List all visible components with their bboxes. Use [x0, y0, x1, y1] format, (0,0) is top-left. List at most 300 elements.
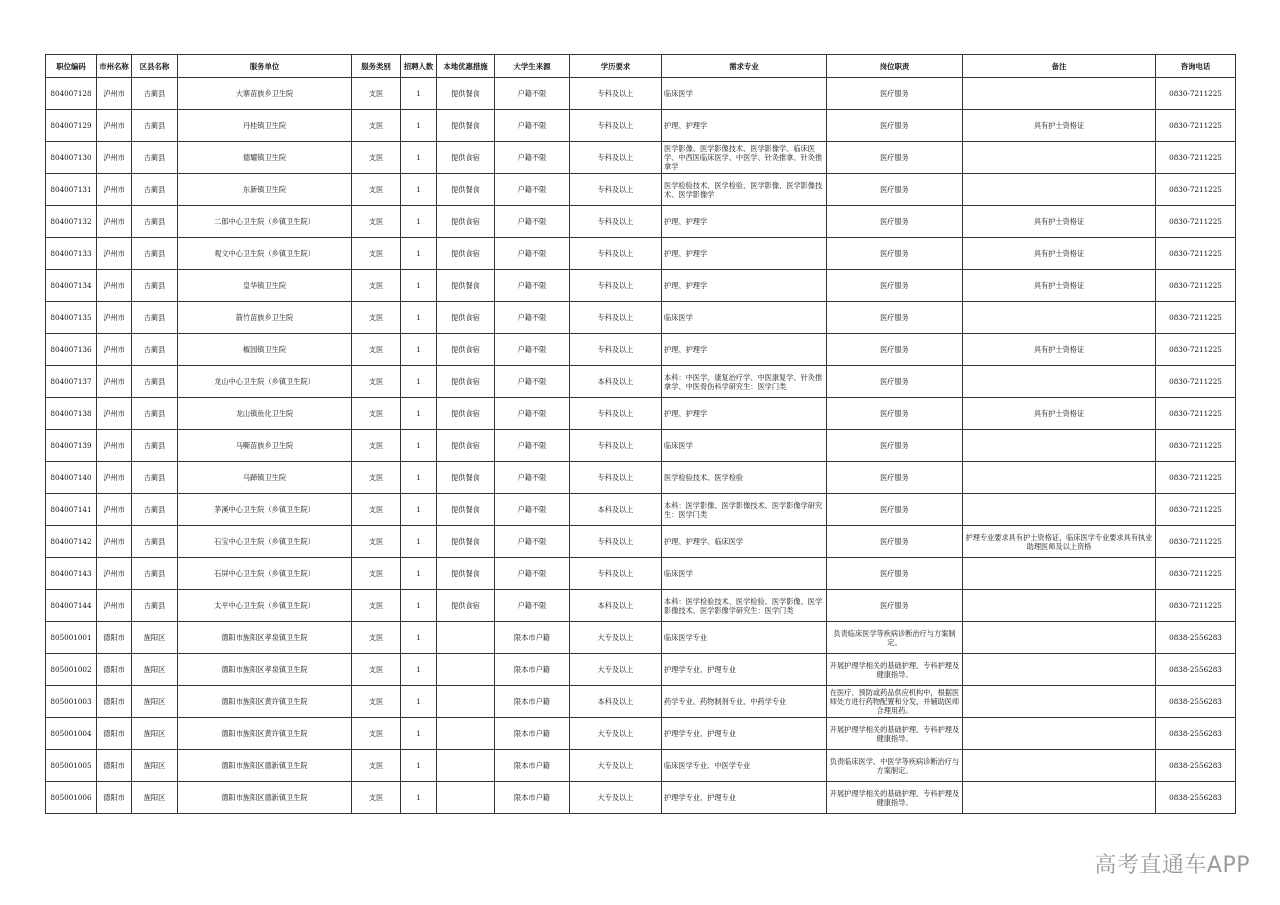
cell-recruit-count: 1: [401, 526, 437, 558]
table-row: [46, 686, 1236, 718]
cell-recruit-count: 1: [401, 206, 437, 238]
cell-position-code: 804007131: [46, 174, 97, 206]
cell-student-source: 户籍不限: [495, 366, 570, 398]
cell-county-name: 古蔺县: [132, 462, 178, 494]
cell-education-req: 专科及以上: [570, 430, 662, 462]
cell-remarks: 护理专业要求具有护士资格证，临床医学专业要求具有执业助理医师及以上资格: [963, 526, 1156, 558]
cell-remarks: [963, 462, 1156, 494]
cell-contact-phone: 0838-2556283: [1156, 686, 1236, 718]
recruitment-table: [45, 54, 1236, 814]
cell-student-source: 限本市户籍: [495, 622, 570, 654]
cell-student-source: 户籍不限: [495, 302, 570, 334]
cell-contact-phone: 0838-2556283: [1156, 750, 1236, 782]
cell-contact-phone: 0830-7211225: [1156, 430, 1236, 462]
cell-contact-phone: 0830-7211225: [1156, 558, 1236, 590]
cell-job-duty: 医疗服务: [827, 526, 963, 558]
cell-job-duty: 医疗服务: [827, 174, 963, 206]
cell-contact-phone: 0830-7211225: [1156, 110, 1236, 142]
cell-county-name: 旌阳区: [132, 622, 178, 654]
column-header-education-req: 学历要求: [570, 55, 662, 78]
cell-recruit-count: 1: [401, 270, 437, 302]
cell-job-duty: 医疗服务: [827, 334, 963, 366]
watermark-text: 高考直通车APP: [1094, 853, 1250, 878]
column-header-student-source: 大学生来源: [495, 55, 570, 78]
cell-county-name: 古蔺县: [132, 110, 178, 142]
cell-student-source: 户籍不限: [495, 142, 570, 174]
cell-education-req: 专科及以上: [570, 270, 662, 302]
cell-position-code: 805001006: [46, 782, 97, 814]
cell-required-major: 临床医学: [662, 78, 827, 110]
cell-service-unit: 石屏中心卫生院（乡镇卫生院）: [178, 558, 352, 590]
cell-remarks: 具有护士资格证: [963, 206, 1156, 238]
cell-remarks: [963, 622, 1156, 654]
cell-required-major: 临床医学专业、中医学专业: [662, 750, 827, 782]
cell-local-benefit: 提供食宿: [437, 430, 495, 462]
cell-position-code: 805001004: [46, 718, 97, 750]
cell-position-code: 804007138: [46, 398, 97, 430]
cell-local-benefit: 提供食宿: [437, 302, 495, 334]
cell-position-code: 804007136: [46, 334, 97, 366]
cell-county-name: 旌阳区: [132, 782, 178, 814]
cell-student-source: 户籍不限: [495, 430, 570, 462]
cell-job-duty: 医疗服务: [827, 494, 963, 526]
cell-student-source: 户籍不限: [495, 206, 570, 238]
cell-required-major: 临床医学: [662, 558, 827, 590]
cell-city-name: 泸州市: [97, 270, 132, 302]
cell-remarks: [963, 302, 1156, 334]
cell-contact-phone: 0830-7211225: [1156, 590, 1236, 622]
cell-service-type: 支医: [352, 654, 401, 686]
cell-job-duty: 医疗服务: [827, 238, 963, 270]
table-row: [46, 462, 1236, 494]
cell-city-name: 泸州市: [97, 590, 132, 622]
cell-service-unit: 丹桂镇卫生院: [178, 110, 352, 142]
cell-local-benefit: [437, 750, 495, 782]
cell-education-req: 本科及以上: [570, 494, 662, 526]
cell-job-duty: 负责临床医学、中医学等疾病诊断治疗与方案制定。: [827, 750, 963, 782]
cell-education-req: 专科及以上: [570, 238, 662, 270]
cell-job-duty: 在医疗、预防或药品供应机构中，根据医师处方进行药物配置和分发，并辅助医师合理用药。: [827, 686, 963, 718]
cell-education-req: 专科及以上: [570, 526, 662, 558]
cell-job-duty: 医疗服务: [827, 206, 963, 238]
cell-local-benefit: [437, 782, 495, 814]
table-row: [46, 238, 1236, 270]
cell-service-unit: 德阳市旌阳区德新镇卫生院: [178, 782, 352, 814]
cell-education-req: 专科及以上: [570, 174, 662, 206]
cell-required-major: 本科：医学检验技术、医学检验、医学影像、医学影像技术、医学影像学研究生：医学门类: [662, 590, 827, 622]
column-header-local-benefit: 本地优惠措施: [437, 55, 495, 78]
cell-recruit-count: 1: [401, 110, 437, 142]
cell-job-duty: 医疗服务: [827, 366, 963, 398]
cell-service-unit: 箭竹苗族乡卫生院: [178, 302, 352, 334]
cell-education-req: 专科及以上: [570, 462, 662, 494]
cell-contact-phone: 0830-7211225: [1156, 142, 1236, 174]
column-header-recruit-count: 招聘人数: [401, 55, 437, 78]
cell-position-code: 804007143: [46, 558, 97, 590]
cell-local-benefit: 提供食宿: [437, 398, 495, 430]
cell-service-unit: 德耀镇卫生院: [178, 142, 352, 174]
cell-city-name: 泸州市: [97, 142, 132, 174]
table-body: [46, 78, 1236, 814]
cell-local-benefit: [437, 718, 495, 750]
cell-required-major: 本科：中医学、康复治疗学、中医康复学、针灸推拿学、中医骨伤科学研究生：医学门类: [662, 366, 827, 398]
table-row: [46, 622, 1236, 654]
cell-recruit-count: 1: [401, 686, 437, 718]
cell-local-benefit: 提供食宿: [437, 366, 495, 398]
cell-service-type: 支医: [352, 302, 401, 334]
cell-remarks: 具有护士资格证: [963, 110, 1156, 142]
cell-contact-phone: 0838-2556283: [1156, 654, 1236, 686]
cell-city-name: 泸州市: [97, 526, 132, 558]
cell-city-name: 德阳市: [97, 686, 132, 718]
cell-job-duty: 医疗服务: [827, 78, 963, 110]
cell-required-major: 护理学专业、护理专业: [662, 654, 827, 686]
cell-service-unit: 石宝中心卫生院（乡镇卫生院）: [178, 526, 352, 558]
cell-service-unit: 德阳市旌阳区德新镇卫生院: [178, 750, 352, 782]
cell-service-type: 支医: [352, 494, 401, 526]
cell-student-source: 户籍不限: [495, 462, 570, 494]
cell-city-name: 泸州市: [97, 558, 132, 590]
cell-student-source: 户籍不限: [495, 78, 570, 110]
cell-contact-phone: 0830-7211225: [1156, 174, 1236, 206]
cell-contact-phone: 0830-7211225: [1156, 206, 1236, 238]
cell-local-benefit: [437, 654, 495, 686]
cell-contact-phone: 0830-7211225: [1156, 398, 1236, 430]
cell-remarks: [963, 430, 1156, 462]
cell-remarks: [963, 558, 1156, 590]
cell-job-duty: 医疗服务: [827, 398, 963, 430]
cell-remarks: [963, 366, 1156, 398]
cell-recruit-count: 1: [401, 142, 437, 174]
cell-local-benefit: 提供餐食: [437, 558, 495, 590]
cell-local-benefit: 提供餐食: [437, 462, 495, 494]
cell-position-code: 804007142: [46, 526, 97, 558]
cell-required-major: 临床医学专业: [662, 622, 827, 654]
cell-recruit-count: 1: [401, 238, 437, 270]
cell-recruit-count: 1: [401, 302, 437, 334]
cell-position-code: 804007140: [46, 462, 97, 494]
cell-required-major: 临床医学: [662, 302, 827, 334]
cell-required-major: 护理、护理学: [662, 238, 827, 270]
cell-recruit-count: 1: [401, 174, 437, 206]
cell-city-name: 泸州市: [97, 302, 132, 334]
cell-local-benefit: 提供食宿: [437, 590, 495, 622]
cell-service-type: 支医: [352, 174, 401, 206]
cell-recruit-count: 1: [401, 782, 437, 814]
cell-county-name: 古蔺县: [132, 398, 178, 430]
cell-student-source: 限本市户籍: [495, 782, 570, 814]
cell-city-name: 德阳市: [97, 782, 132, 814]
cell-student-source: 户籍不限: [495, 174, 570, 206]
cell-county-name: 古蔺县: [132, 78, 178, 110]
cell-required-major: 护理、护理学: [662, 270, 827, 302]
cell-local-benefit: 提供餐食: [437, 174, 495, 206]
cell-job-duty: 开展护理学相关的基础护理、专科护理及健康指导。: [827, 654, 963, 686]
cell-local-benefit: [437, 622, 495, 654]
cell-local-benefit: 提供餐食: [437, 78, 495, 110]
cell-county-name: 旌阳区: [132, 686, 178, 718]
cell-education-req: 大专及以上: [570, 622, 662, 654]
cell-required-major: 护理、护理学: [662, 110, 827, 142]
cell-service-type: 支医: [352, 782, 401, 814]
cell-recruit-count: 1: [401, 590, 437, 622]
cell-required-major: 药学专业、药物制剂专业、中药学专业: [662, 686, 827, 718]
cell-service-unit: 二郎中心卫生院（乡镇卫生院）: [178, 206, 352, 238]
cell-student-source: 限本市户籍: [495, 654, 570, 686]
cell-city-name: 泸州市: [97, 494, 132, 526]
cell-service-type: 支医: [352, 142, 401, 174]
cell-service-unit: 茅溪中心卫生院（乡镇卫生院）: [178, 494, 352, 526]
cell-service-type: 支医: [352, 398, 401, 430]
cell-recruit-count: 1: [401, 462, 437, 494]
cell-service-type: 支医: [352, 334, 401, 366]
cell-position-code: 804007132: [46, 206, 97, 238]
cell-service-unit: 龙山中心卫生院（乡镇卫生院）: [178, 366, 352, 398]
table-header-row: [46, 55, 1236, 78]
cell-county-name: 古蔺县: [132, 590, 178, 622]
cell-county-name: 古蔺县: [132, 174, 178, 206]
table-row: [46, 494, 1236, 526]
cell-recruit-count: 1: [401, 334, 437, 366]
cell-service-type: 支医: [352, 238, 401, 270]
cell-contact-phone: 0830-7211225: [1156, 238, 1236, 270]
cell-required-major: 医学检验技术、医学检验: [662, 462, 827, 494]
cell-county-name: 古蔺县: [132, 270, 178, 302]
cell-remarks: 具有护士资格证: [963, 270, 1156, 302]
cell-education-req: 本科及以上: [570, 590, 662, 622]
table-row: [46, 782, 1236, 814]
cell-recruit-count: 1: [401, 750, 437, 782]
cell-service-unit: 马蹄镇卫生院: [178, 462, 352, 494]
cell-county-name: 古蔺县: [132, 302, 178, 334]
cell-position-code: 805001002: [46, 654, 97, 686]
cell-county-name: 古蔺县: [132, 238, 178, 270]
table-row: [46, 206, 1236, 238]
cell-contact-phone: 0830-7211225: [1156, 302, 1236, 334]
cell-service-type: 支医: [352, 526, 401, 558]
cell-service-type: 支医: [352, 78, 401, 110]
cell-remarks: 具有护士资格证: [963, 334, 1156, 366]
cell-student-source: 户籍不限: [495, 398, 570, 430]
cell-remarks: [963, 494, 1156, 526]
cell-service-type: 支医: [352, 430, 401, 462]
cell-local-benefit: 提供餐食: [437, 494, 495, 526]
cell-city-name: 德阳市: [97, 750, 132, 782]
cell-recruit-count: 1: [401, 366, 437, 398]
cell-required-major: 护理、护理学: [662, 334, 827, 366]
cell-service-unit: 大寨苗族乡卫生院: [178, 78, 352, 110]
column-header-position-code: 职位编码: [46, 55, 97, 78]
cell-student-source: 户籍不限: [495, 334, 570, 366]
cell-county-name: 古蔺县: [132, 526, 178, 558]
cell-service-unit: 马嘶苗族乡卫生院: [178, 430, 352, 462]
cell-remarks: 具有护士资格证: [963, 398, 1156, 430]
column-header-job-duty: 岗位职责: [827, 55, 963, 78]
cell-student-source: 户籍不限: [495, 110, 570, 142]
cell-student-source: 户籍不限: [495, 558, 570, 590]
cell-service-unit: 龙山镇鱼化卫生院: [178, 398, 352, 430]
cell-job-duty: 医疗服务: [827, 462, 963, 494]
cell-student-source: 户籍不限: [495, 494, 570, 526]
cell-remarks: [963, 174, 1156, 206]
table-row: [46, 398, 1236, 430]
cell-local-benefit: 提供食宿: [437, 334, 495, 366]
cell-position-code: 805001003: [46, 686, 97, 718]
column-header-remarks: 备注: [963, 55, 1156, 78]
cell-position-code: 804007144: [46, 590, 97, 622]
cell-contact-phone: 0830-7211225: [1156, 78, 1236, 110]
cell-education-req: 本科及以上: [570, 686, 662, 718]
cell-county-name: 古蔺县: [132, 494, 178, 526]
cell-education-req: 专科及以上: [570, 110, 662, 142]
cell-contact-phone: 0830-7211225: [1156, 366, 1236, 398]
cell-city-name: 泸州市: [97, 398, 132, 430]
cell-remarks: 具有护士资格证: [963, 238, 1156, 270]
table-row: [46, 78, 1236, 110]
column-header-county-name: 区县名称: [132, 55, 178, 78]
table-row: [46, 654, 1236, 686]
cell-remarks: [963, 686, 1156, 718]
cell-service-type: 支医: [352, 558, 401, 590]
cell-city-name: 泸州市: [97, 206, 132, 238]
cell-county-name: 古蔺县: [132, 334, 178, 366]
cell-service-type: 支医: [352, 206, 401, 238]
cell-service-type: 支医: [352, 622, 401, 654]
cell-county-name: 古蔺县: [132, 142, 178, 174]
cell-position-code: 804007129: [46, 110, 97, 142]
cell-service-unit: 椒园镇卫生院: [178, 334, 352, 366]
table-row: [46, 302, 1236, 334]
cell-student-source: 限本市户籍: [495, 718, 570, 750]
cell-local-benefit: [437, 686, 495, 718]
cell-county-name: 古蔺县: [132, 430, 178, 462]
cell-required-major: 护理、护理学: [662, 398, 827, 430]
cell-student-source: 户籍不限: [495, 590, 570, 622]
cell-local-benefit: 提供食宿: [437, 142, 495, 174]
cell-student-source: 限本市户籍: [495, 750, 570, 782]
cell-contact-phone: 0838-2556283: [1156, 718, 1236, 750]
cell-recruit-count: 1: [401, 654, 437, 686]
cell-city-name: 泸州市: [97, 462, 132, 494]
cell-education-req: 大专及以上: [570, 654, 662, 686]
table-row: [46, 270, 1236, 302]
cell-position-code: 804007135: [46, 302, 97, 334]
cell-service-type: 支医: [352, 366, 401, 398]
cell-service-type: 支医: [352, 718, 401, 750]
cell-job-duty: 医疗服务: [827, 430, 963, 462]
cell-contact-phone: 0838-2556283: [1156, 782, 1236, 814]
cell-education-req: 专科及以上: [570, 302, 662, 334]
cell-remarks: [963, 750, 1156, 782]
cell-position-code: 804007128: [46, 78, 97, 110]
cell-local-benefit: 提供餐食: [437, 110, 495, 142]
cell-city-name: 德阳市: [97, 622, 132, 654]
cell-position-code: 804007137: [46, 366, 97, 398]
cell-education-req: 专科及以上: [570, 558, 662, 590]
cell-student-source: 户籍不限: [495, 238, 570, 270]
column-header-required-major: 需求专业: [662, 55, 827, 78]
column-header-contact-phone: 咨询电话: [1156, 55, 1236, 78]
cell-contact-phone: 0838-2556283: [1156, 622, 1236, 654]
column-header-service-unit: 服务单位: [178, 55, 352, 78]
cell-recruit-count: 1: [401, 398, 437, 430]
cell-recruit-count: 1: [401, 430, 437, 462]
cell-service-unit: 观文中心卫生院（乡镇卫生院）: [178, 238, 352, 270]
cell-job-duty: 医疗服务: [827, 110, 963, 142]
cell-education-req: 大专及以上: [570, 750, 662, 782]
cell-job-duty: 开展护理学相关的基础护理、专科护理及健康指导。: [827, 718, 963, 750]
cell-city-name: 德阳市: [97, 718, 132, 750]
cell-position-code: 804007130: [46, 142, 97, 174]
cell-recruit-count: 1: [401, 558, 437, 590]
cell-required-major: 医学检验技术、医学检验、医学影像、医学影像技术、医学影像学: [662, 174, 827, 206]
cell-remarks: [963, 654, 1156, 686]
cell-local-benefit: 提供食宿: [437, 238, 495, 270]
cell-position-code: 805001005: [46, 750, 97, 782]
cell-local-benefit: 提供餐食: [437, 526, 495, 558]
table-row: [46, 366, 1236, 398]
cell-remarks: [963, 78, 1156, 110]
cell-city-name: 泸州市: [97, 430, 132, 462]
table-row: [46, 590, 1236, 622]
cell-required-major: 护理学专业、护理专业: [662, 718, 827, 750]
table-row: [46, 142, 1236, 174]
cell-contact-phone: 0830-7211225: [1156, 270, 1236, 302]
cell-service-unit: 德阳市旌阳区孝泉镇卫生院: [178, 622, 352, 654]
cell-position-code: 804007139: [46, 430, 97, 462]
recruitment-table-wrapper: [45, 54, 1235, 814]
cell-required-major: 护理、护理学: [662, 206, 827, 238]
cell-job-duty: 医疗服务: [827, 558, 963, 590]
cell-contact-phone: 0830-7211225: [1156, 526, 1236, 558]
cell-service-type: 支医: [352, 462, 401, 494]
cell-job-duty: 负责临床医学等疾病诊断治疗与方案制定。: [827, 622, 963, 654]
cell-education-req: 大专及以上: [570, 718, 662, 750]
table-row: [46, 174, 1236, 206]
cell-job-duty: 开展护理学相关的基础护理、专科护理及健康指导。: [827, 782, 963, 814]
cell-recruit-count: 1: [401, 622, 437, 654]
cell-required-major: 医学影像、医学影像技术、医学影像学、临床医学、中西医临床医学、中医学、针灸推拿、针灸推拿学: [662, 142, 827, 174]
cell-education-req: 专科及以上: [570, 78, 662, 110]
cell-education-req: 专科及以上: [570, 142, 662, 174]
column-header-service-type: 服务类别: [352, 55, 401, 78]
cell-student-source: 限本市户籍: [495, 686, 570, 718]
cell-service-unit: 德阳市旌阳区黄许镇卫生院: [178, 718, 352, 750]
cell-job-duty: 医疗服务: [827, 590, 963, 622]
cell-county-name: 旌阳区: [132, 718, 178, 750]
cell-city-name: 泸州市: [97, 110, 132, 142]
table-row: [46, 718, 1236, 750]
cell-remarks: [963, 590, 1156, 622]
cell-education-req: 专科及以上: [570, 206, 662, 238]
cell-education-req: 本科及以上: [570, 366, 662, 398]
cell-remarks: [963, 142, 1156, 174]
cell-education-req: 专科及以上: [570, 398, 662, 430]
cell-city-name: 德阳市: [97, 654, 132, 686]
cell-position-code: 804007134: [46, 270, 97, 302]
cell-education-req: 专科及以上: [570, 334, 662, 366]
cell-city-name: 泸州市: [97, 238, 132, 270]
cell-position-code: 804007141: [46, 494, 97, 526]
table-row: [46, 334, 1236, 366]
cell-service-type: 支医: [352, 110, 401, 142]
cell-education-req: 大专及以上: [570, 782, 662, 814]
cell-local-benefit: 提供食宿: [437, 206, 495, 238]
cell-city-name: 泸州市: [97, 174, 132, 206]
table-row: [46, 750, 1236, 782]
table-row: [46, 526, 1236, 558]
cell-job-duty: 医疗服务: [827, 142, 963, 174]
